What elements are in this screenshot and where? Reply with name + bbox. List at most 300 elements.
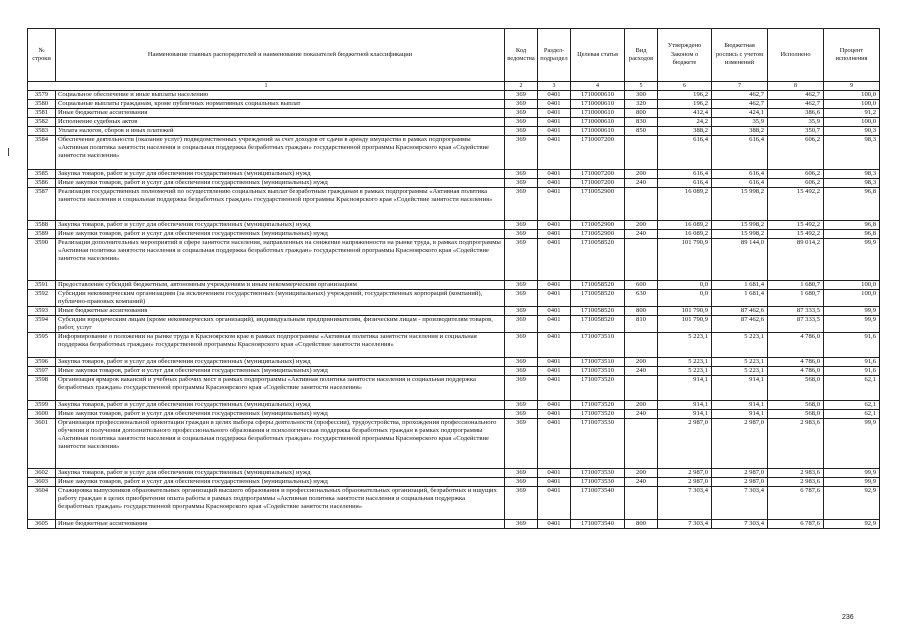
expense-type: 240 [625,230,658,239]
executed-amount: 2 983,6 [768,478,824,487]
roster-amount: 1 681,4 [712,290,768,307]
execution-percent: 98,3 [824,179,880,188]
row-number: 3604 [28,487,56,520]
target-article: 1710073520 [571,410,625,419]
header-executed: Исполнено [768,29,824,82]
expense-type [625,136,658,170]
roster-amount: 616,4 [712,179,768,188]
execution-percent: 96,8 [824,221,880,230]
executed-amount: 606,2 [768,136,824,170]
department-code: 369 [505,469,538,478]
row-name: Организация профессиональной ориентации граждан в целях выбора сферы деятельности (профессии), трудоустройства, прохождения профессионального обучения и получения дополнительного профессионального образования и психологическая поддержка безработных граждан в рамках подпрограммы «Активная политика занятости населения и социальная поддержка безработных граждан» государственной программы Красноярского края «Содействие занятости населения» [56,419,505,469]
target-article: 1710058520 [571,281,625,290]
execution-percent: 100,0 [824,118,880,127]
department-code: 369 [505,127,538,136]
column-number: 5 [625,82,658,91]
approved-amount: 196,2 [658,91,712,100]
table-row [28,401,880,410]
target-article: 1710052900 [571,230,625,239]
budget-table-sheet [27,28,879,529]
executed-amount: 1 680,7 [768,281,824,290]
expense-type: 200 [625,358,658,367]
row-name: Иные бюджетные ассигнования [56,520,505,529]
executed-amount: 350,7 [768,127,824,136]
expense-type: 600 [625,281,658,290]
row-name: Закупка товаров, работ и услуг для обеспечения государственных (муниципальных) нужд [56,401,505,410]
target-article: 1710052900 [571,221,625,230]
target-article: 1710058520 [571,290,625,307]
approved-amount: 101 790,9 [658,239,712,281]
expense-type: 810 [625,316,658,333]
row-name: Реализация государственных полномочий по осуществлению социальных выплат безработным гражданам в рамках подпрограммы «Активная политика занятости населения и социальная поддержка безработных граждан» государственной программы Красноярского края «Содействие занятости населения» [56,188,505,221]
department-code: 369 [505,478,538,487]
section-code: 0401 [538,91,571,100]
expense-type: 200 [625,221,658,230]
department-code: 369 [505,367,538,376]
table-row [28,290,880,307]
target-article: 1710073540 [571,520,625,529]
target-article: 1710073520 [571,376,625,401]
department-code: 369 [505,487,538,520]
section-code: 0401 [538,100,571,109]
approved-amount: 16 089,2 [658,230,712,239]
execution-percent: 96,8 [824,230,880,239]
department-code: 369 [505,290,538,307]
roster-amount: 5 223,1 [712,367,768,376]
executed-amount: 6 787,6 [768,487,824,520]
target-article: 1710052900 [571,188,625,221]
expense-type [625,376,658,401]
executed-amount: 4 786,0 [768,358,824,367]
expense-type: 240 [625,367,658,376]
expense-type: 300 [625,91,658,100]
table-row [28,367,880,376]
budget-execution-table [27,28,880,529]
execution-percent: 91,2 [824,109,880,118]
executed-amount: 2 983,6 [768,469,824,478]
approved-amount: 0,0 [658,281,712,290]
target-article: 1710073540 [571,487,625,520]
execution-percent: 92,9 [824,520,880,529]
approved-amount: 616,4 [658,170,712,179]
section-code: 0401 [538,487,571,520]
column-number: 3 [538,82,571,91]
executed-amount: 4 786,0 [768,367,824,376]
roster-amount: 616,4 [712,136,768,170]
execution-percent: 99,9 [824,239,880,281]
table-row [28,419,880,469]
executed-amount: 386,6 [768,109,824,118]
row-number: 3595 [28,333,56,358]
approved-amount: 101 790,9 [658,316,712,333]
execution-percent: 92,9 [824,487,880,520]
table-row [28,316,880,333]
execution-percent: 100,0 [824,281,880,290]
approved-amount: 914,1 [658,376,712,401]
approved-amount: 16 089,2 [658,221,712,230]
row-name: Иные закупки товаров, работ и услуг для обеспечения государственных (муниципальных) нужд [56,478,505,487]
executed-amount: 15 492,2 [768,221,824,230]
execution-percent: 91,6 [824,358,880,367]
table-row [28,91,880,100]
table-row [28,478,880,487]
execution-percent: 99,9 [824,316,880,333]
row-name: Иные закупки товаров, работ и услуг для обеспечения государственных (муниципальных) нужд [56,179,505,188]
expense-type [625,487,658,520]
roster-amount: 2 987,0 [712,419,768,469]
table-row [28,520,880,529]
section-code: 0401 [538,478,571,487]
table-row [28,221,880,230]
expense-type: 240 [625,410,658,419]
approved-amount: 914,1 [658,401,712,410]
department-code: 369 [505,188,538,221]
target-article: 1710073530 [571,478,625,487]
execution-percent: 96,8 [824,188,880,221]
approved-amount: 2 987,0 [658,419,712,469]
department-code: 369 [505,410,538,419]
table-row [28,376,880,401]
approved-amount: 616,4 [658,179,712,188]
department-code: 369 [505,136,538,170]
page-number: 236 [842,614,854,621]
execution-percent: 90,3 [824,127,880,136]
section-code: 0401 [538,221,571,230]
row-name: Предоставление субсидий бюджетным, автономным учреждениям и иным некоммерческим организациям [56,281,505,290]
approved-amount: 5 223,1 [658,367,712,376]
execution-percent: 98,3 [824,170,880,179]
row-number: 3597 [28,367,56,376]
roster-amount: 7 303,4 [712,487,768,520]
target-article: 1710073520 [571,401,625,410]
row-name: Иные бюджетные ассигнования [56,307,505,316]
department-code: 369 [505,179,538,188]
approved-amount: 7 303,4 [658,520,712,529]
table-row [28,358,880,367]
executed-amount: 4 786,0 [768,333,824,358]
table-row [28,109,880,118]
expense-type [625,419,658,469]
approved-amount: 914,1 [658,410,712,419]
section-code: 0401 [538,401,571,410]
table-row [28,118,880,127]
row-number: 3590 [28,239,56,281]
row-number: 3594 [28,316,56,333]
executed-amount: 2 983,6 [768,419,824,469]
roster-amount: 7 303,4 [712,520,768,529]
roster-amount: 15 998,2 [712,221,768,230]
department-code: 369 [505,376,538,401]
margin-mark [8,148,9,156]
execution-percent: 62,1 [824,410,880,419]
section-code: 0401 [538,376,571,401]
header-expense-type: Вид расходов [625,29,658,82]
approved-amount: 101 790,9 [658,307,712,316]
approved-amount: 2 987,0 [658,478,712,487]
roster-amount: 914,1 [712,376,768,401]
expense-type: 800 [625,520,658,529]
execution-percent: 99,9 [824,469,880,478]
roster-amount: 462,7 [712,91,768,100]
section-code: 0401 [538,316,571,333]
approved-amount: 412,4 [658,109,712,118]
row-name: Обеспечение деятельности (оказание услуг) подведомственных учреждений за счет доходов от сдачи в аренду имущества в рамках подпрограммы «Активная политика занятости населения и социальная поддержка безработных граждан» государственной программы Красноярского края «Содействие занятости населения» [56,136,505,170]
row-number: 3603 [28,478,56,487]
expense-type: 850 [625,127,658,136]
expense-type: 240 [625,478,658,487]
row-name: Уплата налогов, сборов и иных платежей [56,127,505,136]
column-number: 4 [571,82,625,91]
expense-type: 200 [625,401,658,410]
row-name: Иные закупки товаров, работ и услуг для обеспечения государственных (муниципальных) нужд [56,230,505,239]
department-code: 369 [505,307,538,316]
column-number: 8 [768,82,824,91]
table-row [28,127,880,136]
row-number: 3596 [28,358,56,367]
expense-type: 200 [625,469,658,478]
expense-type: 320 [625,100,658,109]
section-code: 0401 [538,290,571,307]
approved-amount: 5 223,1 [658,358,712,367]
roster-amount: 1 681,4 [712,281,768,290]
expense-type: 240 [625,179,658,188]
header-section: Раздел-подраздел [538,29,571,82]
roster-amount: 914,1 [712,410,768,419]
row-number: 3605 [28,520,56,529]
header-name: Наименование главных распорядителей и наименование показателей бюджетной классификации [56,29,505,82]
row-number: 3589 [28,230,56,239]
row-name: Исполнение судебных актов [56,118,505,127]
row-name: Закупка товаров, работ и услуг для обеспечения государственных (муниципальных) нужд [56,358,505,367]
section-code: 0401 [538,469,571,478]
roster-amount: 5 223,1 [712,333,768,358]
expense-type: 800 [625,109,658,118]
department-code: 369 [505,419,538,469]
target-article: 1710073530 [571,469,625,478]
executed-amount: 606,2 [768,170,824,179]
department-code: 369 [505,401,538,410]
row-name: Закупка товаров, работ и услуг для обеспечения государственных (муниципальных) нужд [56,170,505,179]
row-number: 3585 [28,170,56,179]
section-code: 0401 [538,179,571,188]
execution-percent: 62,1 [824,401,880,410]
expense-type [625,239,658,281]
row-number: 3602 [28,469,56,478]
table-body [28,91,880,529]
roster-amount: 462,7 [712,100,768,109]
roster-amount: 35,9 [712,118,768,127]
row-number: 3579 [28,91,56,100]
header-row-number: № строки [28,29,56,82]
header-budget-roster: Бюджетная роспись с учетом изменений [712,29,768,82]
target-article: 1710058520 [571,307,625,316]
execution-percent: 91,6 [824,367,880,376]
row-number: 3591 [28,281,56,290]
table-row [28,410,880,419]
approved-amount: 388,2 [658,127,712,136]
section-code: 0401 [538,307,571,316]
expense-type [625,188,658,221]
row-number: 3584 [28,136,56,170]
target-article: 1710073530 [571,419,625,469]
target-article: 1710058520 [571,239,625,281]
roster-amount: 87 462,6 [712,316,768,333]
executed-amount: 35,9 [768,118,824,127]
roster-amount: 424,1 [712,109,768,118]
section-code: 0401 [538,109,571,118]
execution-percent: 62,1 [824,376,880,401]
execution-percent: 98,3 [824,136,880,170]
section-code: 0401 [538,419,571,469]
target-article: 1710073510 [571,367,625,376]
approved-amount: 24,2 [658,118,712,127]
department-code: 369 [505,520,538,529]
executed-amount: 15 492,2 [768,230,824,239]
section-code: 0401 [538,170,571,179]
section-code: 0401 [538,118,571,127]
department-code: 369 [505,100,538,109]
executed-amount: 568,0 [768,376,824,401]
row-name: Информирование о положении на рынке труда в Красноярском крае в рамках подпрограммы «Активная политика занятости населения и социальная поддержка безработных граждан» государственной программы Красноярского края «Содействие занятости населения» [56,333,505,358]
target-article: 1710007200 [571,170,625,179]
department-code: 369 [505,333,538,358]
row-number: 3583 [28,127,56,136]
executed-amount: 89 014,2 [768,239,824,281]
roster-amount: 89 144,0 [712,239,768,281]
approved-amount: 16 089,2 [658,188,712,221]
row-number: 3601 [28,419,56,469]
table-row [28,188,880,221]
expense-type: 630 [625,290,658,307]
row-number: 3599 [28,401,56,410]
row-number: 3580 [28,100,56,109]
department-code: 369 [505,239,538,281]
approved-amount: 7 303,4 [658,487,712,520]
section-code: 0401 [538,230,571,239]
approved-amount: 5 223,1 [658,333,712,358]
executed-amount: 87 333,5 [768,307,824,316]
target-article: 1710007200 [571,179,625,188]
column-number: 9 [824,82,880,91]
table-row [28,487,880,520]
row-number: 3587 [28,188,56,221]
roster-amount: 15 998,2 [712,188,768,221]
section-code: 0401 [538,136,571,170]
execution-percent: 99,9 [824,307,880,316]
executed-amount: 1 680,7 [768,290,824,307]
target-article: 1710000610 [571,100,625,109]
approved-amount: 0,0 [658,290,712,307]
table-row [28,136,880,170]
table-row [28,170,880,179]
table-row [28,281,880,290]
row-name: Закупка товаров, работ и услуг для обеспечения государственных (муниципальных) нужд [56,469,505,478]
table-row [28,469,880,478]
executed-amount: 568,0 [768,401,824,410]
target-article: 1710000610 [571,91,625,100]
column-number: 6 [658,82,712,91]
roster-amount: 388,2 [712,127,768,136]
department-code: 369 [505,91,538,100]
target-article: 1710058520 [571,316,625,333]
executed-amount: 462,7 [768,91,824,100]
header-department-code: Код ведомства [505,29,538,82]
department-code: 369 [505,281,538,290]
row-number: 3581 [28,109,56,118]
table-row [28,307,880,316]
execution-percent: 91,6 [824,333,880,358]
target-article: 1710000610 [571,127,625,136]
department-code: 369 [505,358,538,367]
execution-percent: 100,0 [824,290,880,307]
execution-percent: 99,9 [824,419,880,469]
header-row [28,29,880,82]
row-name: Субсидии юридическим лицам (кроме некоммерческих организаций), индивидуальным предпринимателям, физическим лицам - производителям товаров, работ, услуг [56,316,505,333]
roster-amount: 15 998,2 [712,230,768,239]
roster-amount: 5 223,1 [712,358,768,367]
section-code: 0401 [538,127,571,136]
row-number: 3598 [28,376,56,401]
section-code: 0401 [538,333,571,358]
expense-type: 200 [625,170,658,179]
section-code: 0401 [538,520,571,529]
header-percent: Процент исполнения [824,29,880,82]
executed-amount: 15 492,2 [768,188,824,221]
row-name: Стажировка выпускников образовательных организаций высшего образования и профессиональных образовательных организаций, безработных и ищущих работу граждан в целях приобретения опыта работы в рамках подпрограммы «Активная политика занятости населения и социальная поддержка безработных граждан» государственной программы Красноярского края «Содействие занятости населения» [56,487,505,520]
department-code: 369 [505,109,538,118]
approved-amount: 2 987,0 [658,469,712,478]
row-name: Иные бюджетные ассигнования [56,109,505,118]
roster-amount: 2 987,0 [712,469,768,478]
executed-amount: 6 787,6 [768,520,824,529]
target-article: 1710000610 [571,109,625,118]
department-code: 369 [505,118,538,127]
row-number: 3582 [28,118,56,127]
section-code: 0401 [538,239,571,281]
column-number: 2 [505,82,538,91]
department-code: 369 [505,316,538,333]
executed-amount: 462,7 [768,100,824,109]
table-row [28,230,880,239]
column-number-row [28,82,880,91]
approved-amount: 616,4 [658,136,712,170]
expense-type: 830 [625,118,658,127]
expense-type: 800 [625,307,658,316]
execution-percent: 99,9 [824,478,880,487]
table-row [28,179,880,188]
section-code: 0401 [538,410,571,419]
execution-percent: 100,0 [824,91,880,100]
target-article: 1710000610 [571,118,625,127]
table-row [28,239,880,281]
row-name: Реализация дополнительных мероприятий в сфере занятости населения, направленных на снижение напряженности на рынке труда, в рамках подпрограммы «Активная политика занятости населения и социальная поддержка безработных граждан» государственной программы Красноярского края «Содействие занятости населения» [56,239,505,281]
section-code: 0401 [538,281,571,290]
execution-percent: 100,0 [824,100,880,109]
approved-amount: 196,2 [658,100,712,109]
department-code: 369 [505,230,538,239]
roster-amount: 914,1 [712,401,768,410]
department-code: 369 [505,221,538,230]
row-name: Социальное обеспечение и иные выплаты населению [56,91,505,100]
column-number: 7 [712,82,768,91]
roster-amount: 2 987,0 [712,478,768,487]
expense-type [625,333,658,358]
target-article: 1710073510 [571,358,625,367]
row-number: 3586 [28,179,56,188]
executed-amount: 568,0 [768,410,824,419]
row-name: Субсидии некоммерческим организациям (за исключением государственных (муниципальных) учреждений, государственных корпораций (компаний), публично-правовых компаний) [56,290,505,307]
row-name: Организация ярмарок вакансий и учебных рабочих мест в рамках подпрограммы «Активная политика занятости населения и социальная поддержка безработных граждан» государственной программы Красноярского края «Содействие занятости населения» [56,376,505,401]
